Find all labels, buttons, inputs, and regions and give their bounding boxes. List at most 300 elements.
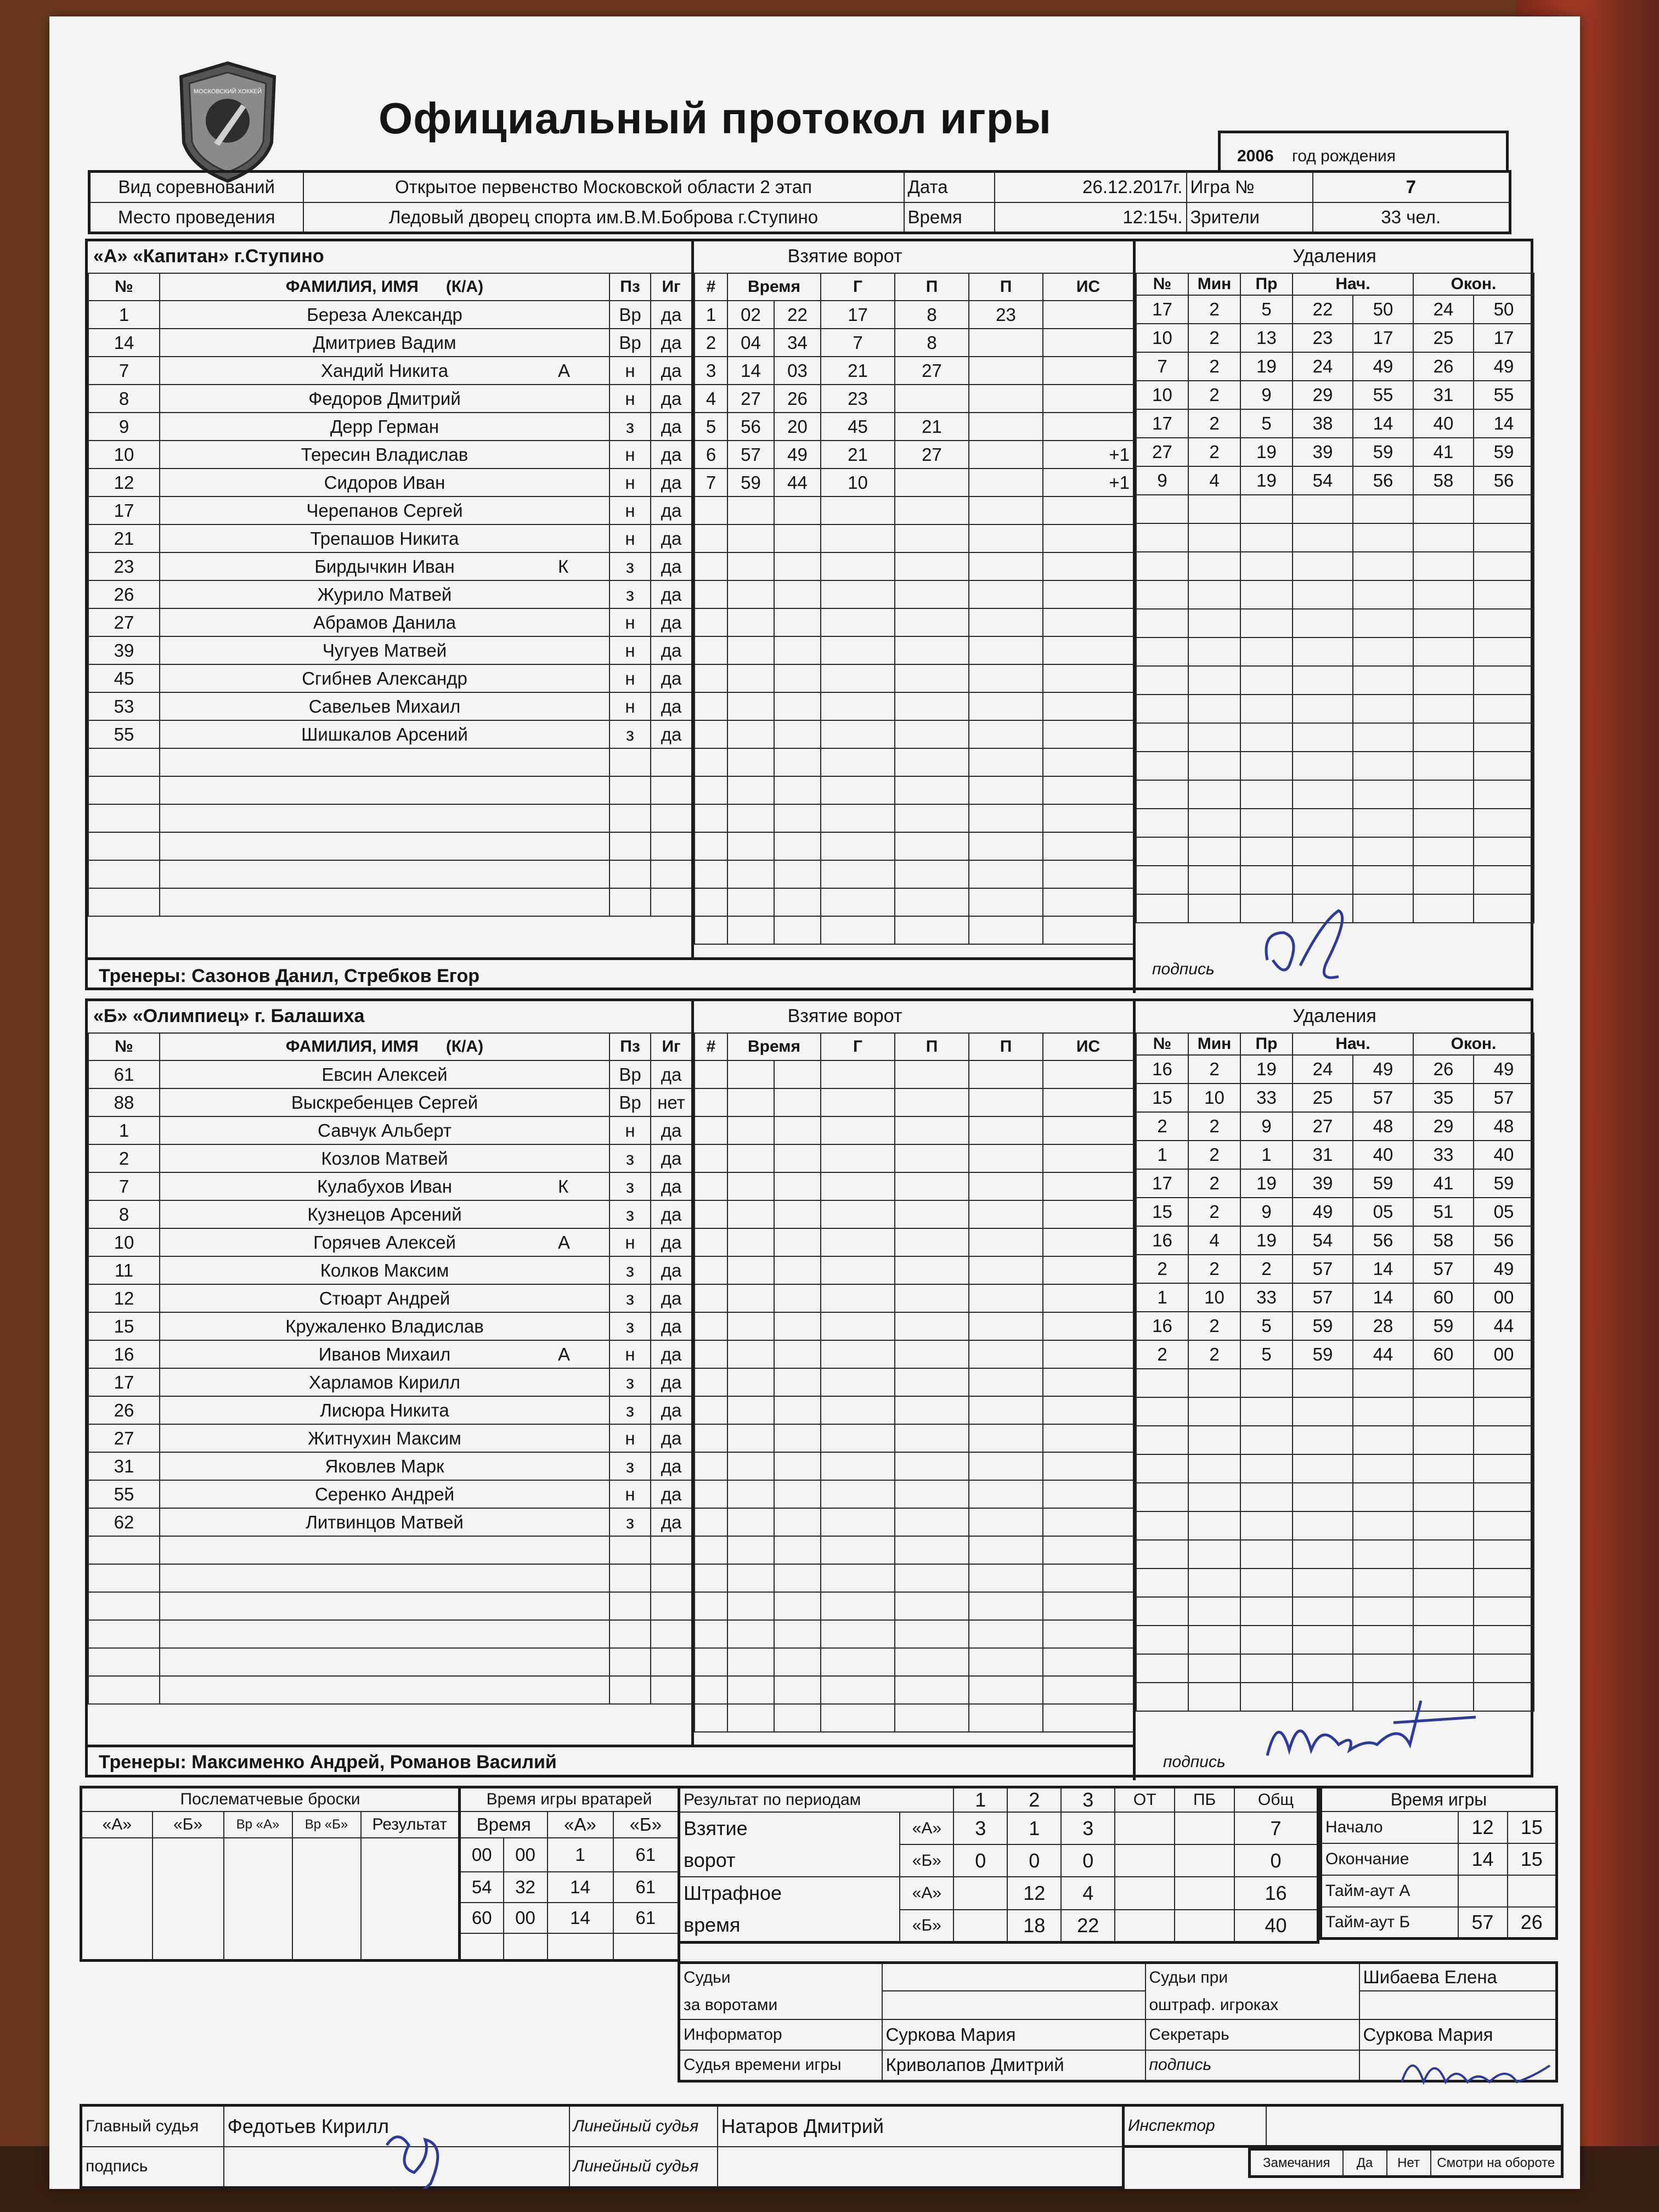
shootout-col-result: Результат xyxy=(361,1812,460,1838)
goal-strength xyxy=(1043,860,1133,888)
goal-number xyxy=(695,496,727,524)
goal-assist-2 xyxy=(969,1228,1043,1256)
goal-assist-1 xyxy=(895,888,969,916)
goal-minute xyxy=(727,1256,774,1284)
penalty-end-sec: 55 xyxy=(1474,381,1534,409)
pen-col-end: Окон. xyxy=(1413,1033,1534,1055)
player-position: н xyxy=(610,1228,651,1256)
goalie-col-b: «Б» xyxy=(613,1812,679,1838)
player-played: да xyxy=(651,357,692,385)
penalty-start-min xyxy=(1293,552,1353,580)
player-position xyxy=(610,1648,651,1676)
player-position xyxy=(610,860,651,888)
penalty-player: 2 xyxy=(1136,1340,1188,1369)
player-name xyxy=(160,636,610,664)
penalty-minutes: 2 xyxy=(1188,324,1240,352)
results-title: Результат по периодам xyxy=(679,1787,954,1813)
penalty-reason: 5 xyxy=(1240,295,1293,324)
goal-minute xyxy=(727,1228,774,1256)
secretary-signature xyxy=(1396,2044,1555,2093)
player-played: да xyxy=(651,524,692,552)
penalty-end-min xyxy=(1413,552,1474,580)
goal-scorer xyxy=(821,1144,895,1172)
penalty-start-sec xyxy=(1353,666,1413,695)
penalty-start-min xyxy=(1293,809,1353,837)
goal-row xyxy=(695,1144,1133,1172)
goal-assist-2 xyxy=(969,748,1043,776)
player-name xyxy=(160,301,610,329)
goal-row xyxy=(695,832,1133,860)
player-name xyxy=(160,1340,610,1368)
goal-row xyxy=(695,636,1133,664)
goals-col-strength: ИС xyxy=(1043,273,1133,301)
penalty-reason: 9 xyxy=(1240,1112,1293,1141)
penalty-minutes: 2 xyxy=(1188,438,1240,466)
goal-minute xyxy=(727,832,774,860)
player-played: да xyxy=(651,1424,692,1452)
goal-second xyxy=(774,552,821,580)
penalty-end-sec xyxy=(1474,495,1534,523)
goal-strength: +1 xyxy=(1043,469,1133,496)
goal-row xyxy=(695,1620,1133,1648)
goal-scorer xyxy=(821,832,895,860)
penalty-player xyxy=(1136,1683,1188,1711)
player-position: Вр xyxy=(610,301,651,329)
penalty-start-min xyxy=(1293,1626,1353,1654)
goal-assist-1 xyxy=(895,1256,969,1284)
player-number: 1 xyxy=(88,301,160,329)
penalty-end-sec xyxy=(1474,752,1534,780)
penalty-end-sec xyxy=(1474,580,1534,609)
goal-second xyxy=(774,1704,821,1732)
penalty-row xyxy=(1136,1226,1534,1255)
goal-strength xyxy=(1043,888,1133,916)
goal-strength xyxy=(1043,552,1133,580)
penalty-end-min xyxy=(1413,495,1474,523)
remarks-no: Нет xyxy=(1387,2149,1431,2177)
player-name xyxy=(160,1508,610,1536)
player-played: да xyxy=(651,413,692,441)
period-col-total: Общ xyxy=(1234,1787,1318,1813)
goal-row xyxy=(695,916,1133,944)
goal-number xyxy=(695,748,727,776)
penalty-row xyxy=(1136,1198,1534,1226)
player-name-text: Дерр Герман xyxy=(330,416,439,437)
date-label: Дата xyxy=(904,172,995,202)
goal-second xyxy=(774,1452,821,1480)
penalty-start-min xyxy=(1293,1511,1353,1540)
penalty-row xyxy=(1136,1540,1534,1568)
goal-minute xyxy=(727,1480,774,1508)
roster-col-pz: Пз xyxy=(610,273,651,301)
player-position: з xyxy=(610,413,651,441)
penalty-minutes xyxy=(1188,1369,1240,1397)
goal-scorer xyxy=(821,1648,895,1676)
team-a-roster xyxy=(88,273,692,917)
player-position: з xyxy=(610,1200,651,1228)
player-position: н xyxy=(610,1480,651,1508)
penalty-player xyxy=(1136,1454,1188,1483)
penalty-row xyxy=(1136,752,1534,780)
player-position: н xyxy=(610,1116,651,1144)
penalty-minutes xyxy=(1188,1597,1240,1626)
goal-row xyxy=(695,860,1133,888)
player-number: 12 xyxy=(88,469,160,496)
penalty-row xyxy=(1136,666,1534,695)
goal-assist-2 xyxy=(969,385,1043,413)
penalty-row xyxy=(1136,809,1534,837)
goal-scorer xyxy=(821,748,895,776)
penalty-end-min xyxy=(1413,695,1474,723)
goal-number xyxy=(695,608,727,636)
goal-row xyxy=(695,1592,1133,1620)
player-position: н xyxy=(610,636,651,664)
penalty-row xyxy=(1136,352,1534,381)
inspector-name xyxy=(1266,2106,1562,2147)
team-a-section xyxy=(85,239,1533,990)
penalty-player: 15 xyxy=(1136,1084,1188,1112)
penalty-minutes xyxy=(1188,1426,1240,1454)
goal-scorer xyxy=(821,1480,895,1508)
goal-second xyxy=(774,804,821,832)
goal-number xyxy=(695,580,727,608)
logo-text: МОСКОВСКИЙ ХОККЕЙ xyxy=(193,88,262,95)
player-row xyxy=(88,1144,692,1172)
goal-assist-1: 21 xyxy=(895,413,969,441)
goal-assist-2 xyxy=(969,1088,1043,1116)
goal-assist-2 xyxy=(969,1256,1043,1284)
player-name xyxy=(160,1452,610,1480)
birth-year-label: год рождения xyxy=(1292,147,1396,165)
penalty-end-sec: 56 xyxy=(1474,466,1534,495)
player-position: з xyxy=(610,1172,651,1200)
goal-second xyxy=(774,580,821,608)
goal-assist-1 xyxy=(895,1312,969,1340)
penalty-minutes xyxy=(1188,580,1240,609)
goal-row xyxy=(695,692,1133,720)
penalty-start-sec: 49 xyxy=(1353,352,1413,381)
penalty-end-min: 35 xyxy=(1413,1084,1474,1112)
player-number: 11 xyxy=(88,1256,160,1284)
goal-minute xyxy=(727,1060,774,1088)
goal-scorer xyxy=(821,1620,895,1648)
penalty-start-sec xyxy=(1353,1369,1413,1397)
pim-label: Штрафное время xyxy=(679,1877,900,1943)
team-a-goals-table xyxy=(694,273,1134,945)
penalty-end-sec: 48 xyxy=(1474,1112,1534,1141)
goal-assist-1 xyxy=(895,720,969,748)
goal-assist-2 xyxy=(969,1620,1043,1648)
player-name xyxy=(160,1200,610,1228)
player-played: да xyxy=(651,692,692,720)
player-row xyxy=(88,888,692,916)
pim-a-total: 16 xyxy=(1234,1877,1318,1910)
player-name-text: Яковлев Марк xyxy=(325,1455,444,1476)
penalty-minutes: 10 xyxy=(1188,1283,1240,1312)
player-row xyxy=(88,1200,692,1228)
penalty-end-min xyxy=(1413,1540,1474,1568)
player-number: 10 xyxy=(88,441,160,469)
goal-strength xyxy=(1043,1060,1133,1088)
penalty-end-min: 60 xyxy=(1413,1340,1474,1369)
goal-assist-1 xyxy=(895,1648,969,1676)
goal-minute xyxy=(727,1200,774,1228)
goal-scorer xyxy=(821,888,895,916)
player-row xyxy=(88,1256,692,1284)
goal-minute xyxy=(727,608,774,636)
goal-second xyxy=(774,1368,821,1396)
team-b-coaches: Тренеры: Максименко Андрей, Романов Василий xyxy=(99,1752,557,1773)
penalty-reason xyxy=(1240,1654,1293,1683)
player-number: 15 xyxy=(88,1312,160,1340)
penalty-end-sec: 57 xyxy=(1474,1084,1534,1112)
penalty-player: 16 xyxy=(1136,1312,1188,1340)
penalty-end-sec: 00 xyxy=(1474,1340,1534,1369)
penalty-player xyxy=(1136,552,1188,580)
penalty-player xyxy=(1136,1568,1188,1597)
start-label: Начало xyxy=(1321,1812,1458,1843)
goal-scorer xyxy=(821,1452,895,1480)
penalty-player: 1 xyxy=(1136,1283,1188,1312)
penalty-player xyxy=(1136,666,1188,695)
remarks-table xyxy=(1248,2148,1564,2178)
goal-assist-2 xyxy=(969,1340,1043,1368)
pim-b-total: 40 xyxy=(1234,1910,1318,1943)
penalty-end-min xyxy=(1413,723,1474,752)
goal-number: 7 xyxy=(695,469,727,496)
goal-strength xyxy=(1043,357,1133,385)
remarks-see-back: Смотри на обороте xyxy=(1431,2149,1562,2177)
player-row xyxy=(88,1508,692,1536)
penalty-end-sec xyxy=(1474,523,1534,552)
penalty-start-min: 57 xyxy=(1293,1255,1353,1283)
penalty-start-sec xyxy=(1353,1540,1413,1568)
player-row xyxy=(88,496,692,524)
goalie-a: 1 xyxy=(548,1838,613,1872)
goals-col-assist2: П xyxy=(969,1033,1043,1060)
penalty-minutes xyxy=(1188,695,1240,723)
player-played: нет xyxy=(651,1088,692,1116)
goal-second xyxy=(774,636,821,664)
penalty-end-sec xyxy=(1474,1426,1534,1454)
goals-a-p3: 3 xyxy=(1061,1812,1115,1844)
goal-scorer xyxy=(821,720,895,748)
goal-number: 2 xyxy=(695,329,727,357)
goal-minute xyxy=(727,1396,774,1424)
team-b-sign-label: подпись xyxy=(1163,1753,1226,1771)
penalty-end-min xyxy=(1413,809,1474,837)
player-row xyxy=(88,1564,692,1592)
penalty-row xyxy=(1136,1397,1534,1426)
pen-col-start: Нач. xyxy=(1293,273,1413,295)
penalty-row xyxy=(1136,1626,1534,1654)
goalie-row xyxy=(460,1872,679,1903)
penalty-end-sec: 05 xyxy=(1474,1198,1534,1226)
goal-assist-2 xyxy=(969,608,1043,636)
player-name-text: Горячев Алексей xyxy=(313,1232,456,1252)
player-played: да xyxy=(651,580,692,608)
goalie-col-time: Время xyxy=(460,1812,548,1838)
goal-strength: +1 xyxy=(1043,441,1133,469)
pen-col-end: Окон. xyxy=(1413,273,1534,295)
goal-row xyxy=(695,1648,1133,1676)
goal-strength xyxy=(1043,664,1133,692)
goals-a-ot xyxy=(1115,1812,1175,1844)
player-row xyxy=(88,664,692,692)
player-row xyxy=(88,1088,692,1116)
penalty-end-min xyxy=(1413,580,1474,609)
penalty-row xyxy=(1136,1369,1534,1397)
penalty-end-min xyxy=(1413,1454,1474,1483)
penalty-start-sec: 28 xyxy=(1353,1312,1413,1340)
player-number: 26 xyxy=(88,1396,160,1424)
goal-row xyxy=(695,1116,1133,1144)
referee-label: Главный судья xyxy=(81,2106,224,2147)
player-played: да xyxy=(651,1060,692,1088)
goals-b-p3: 0 xyxy=(1061,1844,1115,1877)
goalie-time-title: Время игры вратарей xyxy=(460,1787,679,1812)
goals-col-assist2: П xyxy=(969,273,1043,301)
penalty-minutes: 2 xyxy=(1188,1340,1240,1369)
penalty-minutes xyxy=(1188,837,1240,866)
goal-number xyxy=(695,1200,727,1228)
player-number: 23 xyxy=(88,552,160,580)
penalty-start-min xyxy=(1293,637,1353,666)
penalty-start-sec xyxy=(1353,1654,1413,1683)
goals-col-strength: ИС xyxy=(1043,1033,1133,1060)
secretary-label: Секретарь xyxy=(1146,2019,1359,2050)
penalty-end-min xyxy=(1413,637,1474,666)
goal-assist-2 xyxy=(969,1648,1043,1676)
player-name-text: Тересин Владислав xyxy=(301,444,469,465)
player-name-text: Лисюра Никита xyxy=(320,1400,449,1420)
goal-minute xyxy=(727,720,774,748)
goal-row xyxy=(695,1172,1133,1200)
penalty-start-min xyxy=(1293,837,1353,866)
penalty-start-min xyxy=(1293,1369,1353,1397)
pim-a-p2: 12 xyxy=(1007,1877,1061,1910)
penalty-end-min xyxy=(1413,1654,1474,1683)
goal-number xyxy=(695,1172,727,1200)
goal-second xyxy=(774,1284,821,1312)
penalty-start-sec xyxy=(1353,1454,1413,1483)
penalty-minutes xyxy=(1188,1683,1240,1711)
penalty-player xyxy=(1136,1654,1188,1683)
player-row xyxy=(88,1480,692,1508)
start-mm: 15 xyxy=(1508,1812,1557,1843)
goal-number xyxy=(695,776,727,804)
player-number: 8 xyxy=(88,385,160,413)
penalty-reason xyxy=(1240,1597,1293,1626)
goal-strength xyxy=(1043,1592,1133,1620)
goal-second xyxy=(774,1396,821,1424)
penalty-player xyxy=(1136,495,1188,523)
player-played xyxy=(651,1676,692,1704)
penalty-row xyxy=(1136,780,1534,809)
goal-assist-1 xyxy=(895,552,969,580)
penalty-start-min xyxy=(1293,723,1353,752)
goal-strength xyxy=(1043,1424,1133,1452)
penalty-reason xyxy=(1240,1626,1293,1654)
penalty-start-min xyxy=(1293,1426,1353,1454)
pim-b-ot xyxy=(1115,1910,1175,1943)
goal-number xyxy=(695,636,727,664)
penalty-row xyxy=(1136,695,1534,723)
player-name-text: Кузнецов Арсений xyxy=(307,1204,462,1224)
page-title: Официальный протокол игры xyxy=(379,94,1052,143)
penalty-end-sec xyxy=(1474,1369,1534,1397)
goal-number xyxy=(695,664,727,692)
player-position: н xyxy=(610,692,651,720)
goal-assist-2 xyxy=(969,888,1043,916)
goal-assist-1 xyxy=(895,1200,969,1228)
goal-second xyxy=(774,1200,821,1228)
protocol-sheet xyxy=(49,16,1580,2189)
goals-col-time: Время xyxy=(727,1033,821,1060)
start-hh: 12 xyxy=(1458,1812,1508,1843)
goal-assist-1 xyxy=(895,1340,969,1368)
goal-number xyxy=(695,916,727,944)
penalty-minutes: 2 xyxy=(1188,1198,1240,1226)
penalty-start-min xyxy=(1293,695,1353,723)
player-number: 10 xyxy=(88,1228,160,1256)
goal-number xyxy=(695,1368,727,1396)
goal-number xyxy=(695,1088,727,1116)
pen-col-no: № xyxy=(1136,1033,1188,1055)
goal-number xyxy=(695,1648,727,1676)
penalty-start-min xyxy=(1293,523,1353,552)
player-name-text: Чугуев Матвей xyxy=(322,640,447,661)
linesman-2-label: Линейный судья xyxy=(569,2147,718,2188)
team-a-penalties-table xyxy=(1136,273,1534,923)
penalty-minutes xyxy=(1188,752,1240,780)
player-row xyxy=(88,860,692,888)
player-name-text: Литвинцов Матвей xyxy=(306,1511,464,1532)
player-name-text: Стюарт Андрей xyxy=(319,1288,450,1308)
penalty-row xyxy=(1136,1426,1534,1454)
player-played: да xyxy=(651,329,692,357)
player-played: да xyxy=(651,1368,692,1396)
penalty-player: 17 xyxy=(1136,409,1188,438)
player-played: да xyxy=(651,385,692,413)
referee-signature xyxy=(365,2123,464,2189)
penalty-minutes: 2 xyxy=(1188,352,1240,381)
penalty-player: 9 xyxy=(1136,466,1188,495)
end-label: Окончание xyxy=(1321,1843,1458,1875)
penalty-row xyxy=(1136,1312,1534,1340)
penalty-start-sec: 50 xyxy=(1353,295,1413,324)
goal-strength xyxy=(1043,1396,1133,1424)
player-played: да xyxy=(651,301,692,329)
player-name xyxy=(160,1116,610,1144)
penalty-end-sec xyxy=(1474,637,1534,666)
penalty-start-min xyxy=(1293,666,1353,695)
player-name xyxy=(160,413,610,441)
penalty-end-sec xyxy=(1474,894,1534,923)
player-name xyxy=(160,552,610,580)
goal-assist-2 xyxy=(969,1200,1043,1228)
goalie-time-table xyxy=(458,1786,680,1962)
player-number: 39 xyxy=(88,636,160,664)
goal-minute xyxy=(727,1340,774,1368)
player-name xyxy=(160,441,610,469)
penalty-player: 2 xyxy=(1136,1112,1188,1141)
goal-scorer xyxy=(821,1368,895,1396)
goals-a-total: 7 xyxy=(1234,1812,1318,1844)
penalty-end-min xyxy=(1413,609,1474,637)
penalty-start-sec xyxy=(1353,1511,1413,1540)
penalty-player xyxy=(1136,1511,1188,1540)
